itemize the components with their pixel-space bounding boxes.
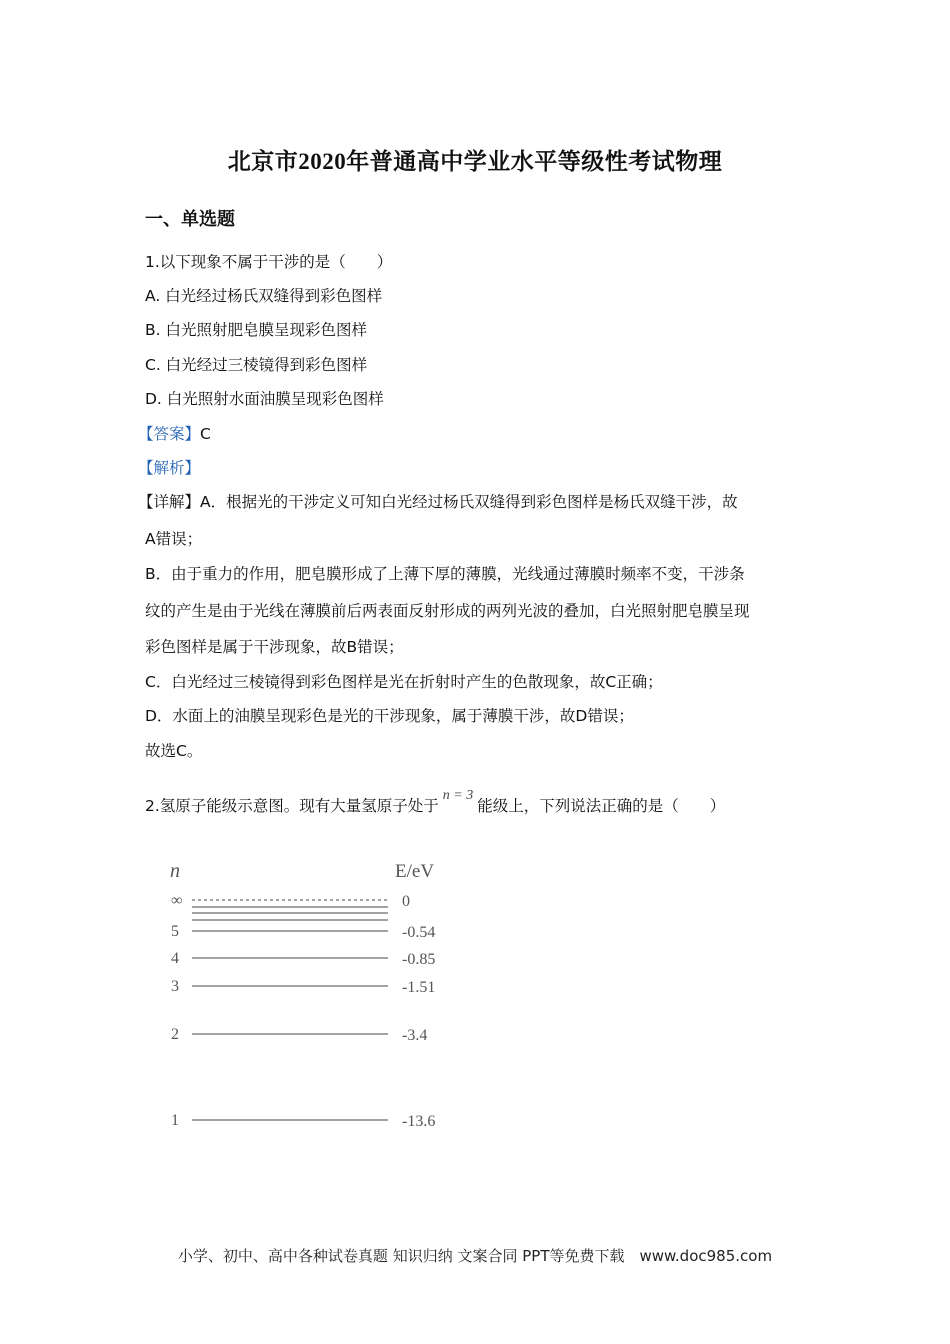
question-2-stem-before: 2.氢原子能级示意图。现有大量氢原子处于 bbox=[145, 797, 439, 815]
level-energy-label: -0.54 bbox=[402, 924, 436, 941]
energy-axis-label: E/eV bbox=[395, 861, 435, 882]
level-number-label: 1 bbox=[171, 1112, 179, 1129]
detail-line: 【详解】A．根据光的干涉定义可知白光经过杨氏双缝得到彩色图样是杨氏双缝干涉，故 bbox=[138, 493, 738, 511]
question-2-stem bbox=[145, 788, 726, 818]
detail-line: B．由于重力的作用，肥皂膜形成了上薄下厚的薄膜，光线通过薄膜时频率不变，干涉条 bbox=[145, 565, 745, 583]
detail-line: A错误； bbox=[145, 530, 203, 548]
answer-value: C bbox=[200, 425, 211, 443]
level-energy-label: -0.85 bbox=[402, 951, 436, 968]
answer-tag: 【答案】 bbox=[138, 425, 201, 443]
question-1-stem: 1.以下现象不属于干涉的是（ ） bbox=[145, 253, 393, 271]
energy-level-diagram bbox=[150, 850, 470, 1140]
page-title: 北京市2020年普通高中学业水平等级性考试物理 bbox=[227, 149, 723, 174]
analysis-tag: 【解析】 bbox=[138, 459, 201, 477]
detail-line: C．白光经过三棱镜得到彩色图样是光在折射时产生的色散现象，故C正确； bbox=[145, 673, 663, 691]
question-1-option-d: D. 白光照射水面油膜呈现彩色图样 bbox=[145, 390, 384, 408]
quantum-number-formula: n = 3 bbox=[442, 788, 474, 803]
detail-line: 彩色图样是属于干涉现象，故B错误； bbox=[145, 638, 404, 656]
level-energy-label: -13.6 bbox=[402, 1113, 436, 1130]
footer-text: 小学、初中、高中各种试卷真题 知识归纳 文案合同 PPT等免费下载 www.doc985.com bbox=[177, 1247, 773, 1265]
level-number-label: ∞ bbox=[171, 892, 183, 909]
detail-line: 故选C。 bbox=[145, 742, 203, 760]
n-axis-label: n bbox=[170, 860, 180, 882]
level-number-label: 4 bbox=[171, 950, 179, 967]
level-energy-label: -3.4 bbox=[402, 1027, 428, 1044]
detail-line: 纹的产生是由于光线在薄膜前后两表面反射形成的两列光波的叠加，白光照射肥皂膜呈现 bbox=[145, 602, 750, 620]
level-number-label: 2 bbox=[171, 1026, 179, 1043]
question-1-option-c: C. 白光经过三棱镜得到彩色图样 bbox=[145, 356, 368, 374]
question-1-option-a: A. 白光经过杨氏双缝得到彩色图样 bbox=[145, 287, 383, 305]
question-1-option-b: B. 白光照射肥皂膜呈现彩色图样 bbox=[145, 321, 367, 339]
level-energy-label: -1.51 bbox=[402, 979, 436, 996]
answer-line bbox=[138, 424, 211, 444]
question-2-stem-after: 能级上，下列说法正确的是（ ） bbox=[477, 797, 726, 815]
section-title: 一、单选题 bbox=[145, 209, 235, 230]
detail-line: D．水面上的油膜呈现彩色是光的干涉现象，属于薄膜干涉，故D错误； bbox=[145, 707, 634, 725]
level-number-label: 5 bbox=[171, 923, 179, 940]
level-number-label: 3 bbox=[171, 978, 179, 995]
level-energy-label: 0 bbox=[402, 893, 410, 910]
